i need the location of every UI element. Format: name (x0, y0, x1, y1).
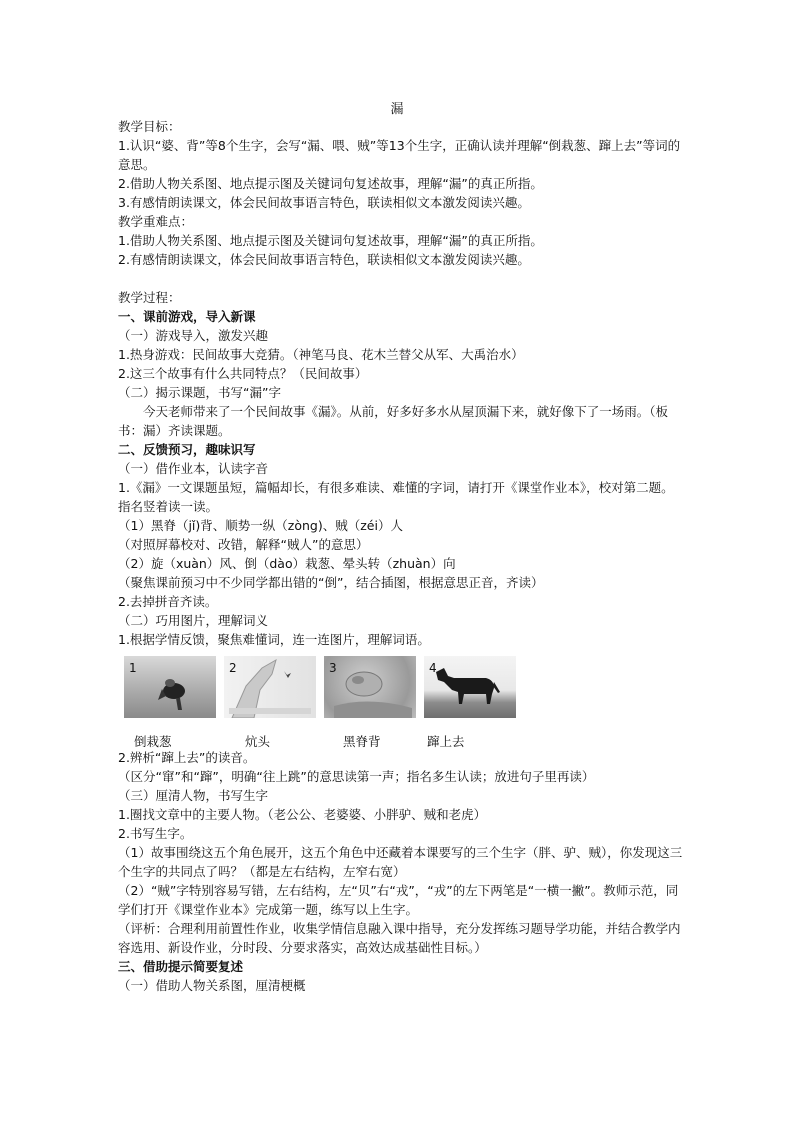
section-2-line: 2.去掉拼音齐读。 (118, 594, 218, 609)
picture-donkey (424, 656, 516, 718)
section-2-line: （二）巧用图片，理解词义 (118, 613, 269, 628)
process-heading: 教学过程： (118, 290, 181, 305)
section-2-line: （聚焦课前预习中不少同学都出错的“倒”，结合插图，根据意思正音，齐读） (118, 575, 544, 590)
picture-number: 3 (329, 661, 337, 675)
caption: 黑脊背 (343, 734, 381, 749)
goals-heading: 教学目标： (118, 119, 181, 134)
section-2-heading: 二、反馈预习，趣味识写 (118, 442, 256, 457)
page-title: 漏 (390, 102, 404, 117)
document-body (118, 117, 684, 995)
goal-1: 1.认识“婆、背”等8个生字，会写“漏、喂、贼”等13个生字，正确认读并理解“倒栽葱、蹿上去”等词的意思。 (118, 138, 681, 172)
section-2-line: （1）黑脊（jǐ)背、顺势一纵（zòng)、贼（zéi）人 (118, 518, 403, 533)
tree-trunk-icon (224, 656, 316, 718)
spacer (118, 269, 684, 288)
section-2-line: （三）厘清人物，书写生字 (118, 788, 269, 803)
goal-3: 3.有感情朗读课文，体会民间故事语言特色，联读相似文本激发阅读兴趣。 (118, 195, 530, 210)
key-point-1: 1.借助人物关系图、地点提示图及关键词句复述故事，理解“漏”的真正所指。 (118, 233, 543, 248)
picture-diving-bird (124, 656, 216, 718)
caption: 炕头 (245, 734, 271, 749)
section-2-line: 1.根据学情反馈，聚焦难懂词，连一连图片，理解词语。 (118, 632, 430, 647)
section-2-line: （区分“窜”和“蹿”，明确“往上跳”的意思读第一声；指名多生认读；放进句子里再读） (118, 769, 595, 784)
picture-black-back (324, 656, 416, 718)
section-3-heading: 三、借助提示简要复述 (118, 959, 244, 974)
section-1-heading: 一、课前游戏，导入新课 (118, 309, 256, 324)
caption: 蹿上去 (427, 734, 465, 749)
section-1-line: 2.这三个故事有什么共同特点？（民间故事） (118, 366, 368, 381)
section-2-line: （1）故事围绕这五个角色展开，这五个角色中还藏着本课要写的三个生字（胖、驴、贼），你发现这三个生字的共同点了吗？（都是左右结构，左窄右宽） (118, 845, 683, 879)
section-2-line: （一）借作业本，认读字音 (118, 461, 269, 476)
picture-number: 4 (429, 661, 437, 675)
section-2-line: 2.辨析“蹿上去”的读音。 (118, 750, 256, 765)
picture-kang-bed (224, 656, 316, 718)
key-point-2: 2.有感情朗读课文，体会民间故事语言特色，联读相似文本激发阅读兴趣。 (118, 252, 530, 267)
picture-number: 2 (229, 661, 237, 675)
section-2-line: （对照屏幕校对、改错，解释“贼人”的意思） (118, 537, 369, 552)
section-1-line: （一）游戏导入，激发兴趣 (118, 328, 269, 343)
section-1-line: 1.热身游戏：民间故事大竞猜。（神笔马良、花木兰替父从军、大禹治水） (118, 347, 524, 362)
section-1-paragraph: 今天老师带来了一个民间故事《漏》。从前，好多好多水从屋顶漏下来，就好像下了一场雨。（板书：漏）齐读课题。 (118, 404, 669, 438)
goal-2: 2.借助人物关系图、地点提示图及关键词句复述故事，理解“漏”的真正所指。 (118, 176, 543, 191)
bird-illustration-icon (124, 656, 216, 718)
caption: 倒栽葱 (134, 734, 172, 749)
picture-captions (118, 720, 684, 748)
section-3-line: （一）借助人物关系图，厘清梗概 (118, 978, 306, 993)
section-2-line: （2）旋（xuàn）风、倒（dào）栽葱、晕头转（zhuàn）向 (118, 556, 456, 571)
picture-row (124, 656, 684, 718)
section-1-line: （二）揭示课题，书写“漏”字 (118, 385, 281, 400)
key-points-heading: 教学重难点： (118, 214, 194, 229)
donkey-icon (424, 656, 516, 718)
section-2-line: （评析：合理利用前置性作业，收集学情信息融入课中指导，充分发挥练习题导学功能，并结合教学内容选用、新设作业，分时段、分要求落实，高效达成基础性目标。） (118, 921, 681, 955)
picture-number: 1 (129, 661, 137, 675)
section-2-line: 2.书写生字。 (118, 826, 193, 841)
section-2-line: 1.《漏》一文课题虽短，篇幅却长，有很多难读、难懂的字词，请打开《课堂作业本》，校对第二题。指名竖着读一读。 (118, 480, 674, 514)
section-2-line: 1.圈找文章中的主要人物。（老公公、老婆婆、小胖驴、贼和老虎） (118, 807, 487, 822)
curled-animal-icon (324, 656, 416, 718)
section-2-line: （2）“贼”字特别容易写错，左右结构，左“贝”右“戎”，“戎”的左下两笔是“一横一撇”。教师示范，同学们打开《课堂作业本》完成第一题，练写以上生字。 (118, 883, 679, 917)
